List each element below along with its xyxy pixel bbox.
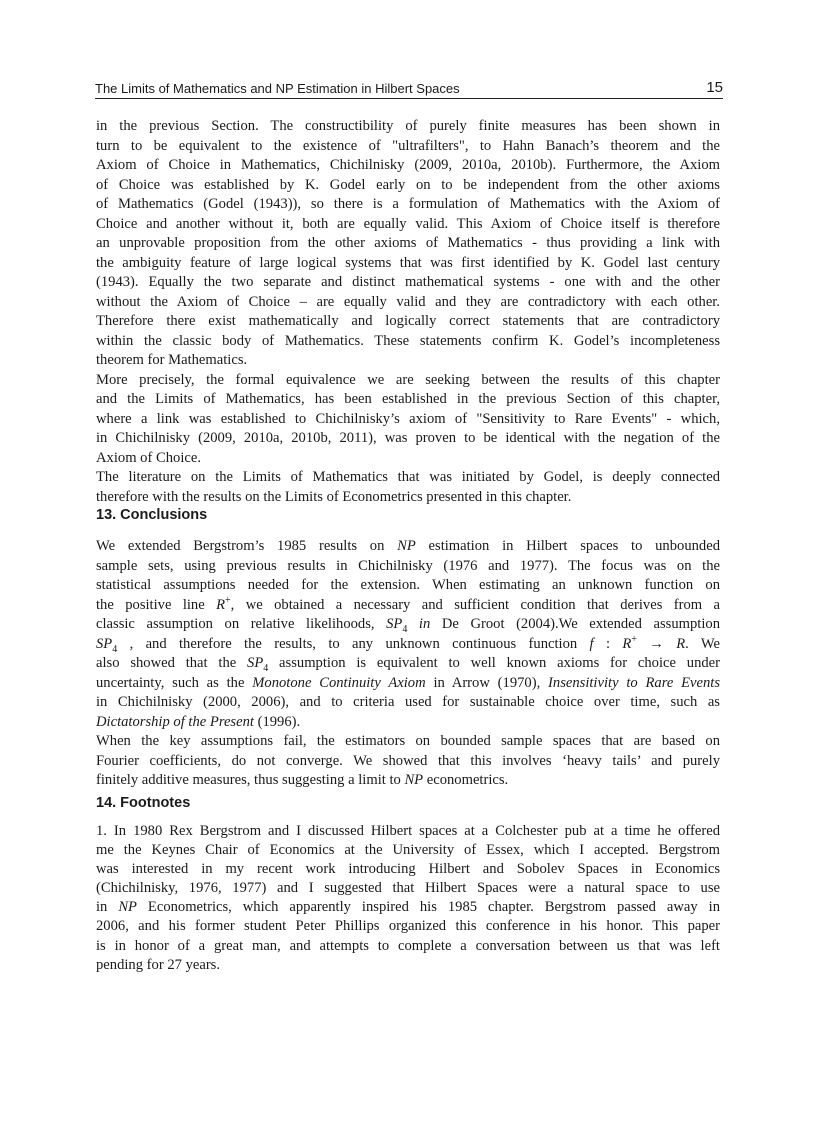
- superscript: +: [631, 633, 637, 645]
- text-run: (Chichilnisky, 1976, 1977) and I suggested that Hilbert Spaces were a natural space to use: [96, 880, 720, 897]
- section-heading-footnotes: 14. Footnotes: [96, 795, 191, 811]
- intro-text: [96, 117, 720, 507]
- text-run: within the classic body of Mathematics. These statements confirm K. Godel’s incompleteness: [96, 332, 720, 349]
- text-line: [96, 117, 720, 137]
- text-run: the positive line: [96, 596, 217, 613]
- italic-run: R: [676, 635, 686, 652]
- paragraph: [96, 822, 720, 975]
- paragraph: [96, 371, 720, 469]
- text-line: [96, 841, 720, 860]
- text-line: [96, 713, 720, 733]
- italic-run: NP: [404, 772, 424, 788]
- text-run: sample sets, using previous results in Chichilnisky (1976 and 1977). The focus was on the: [96, 557, 720, 574]
- text-run: and the Limits of Mathematics, has been established in the previous Section of this chapter,: [96, 391, 720, 407]
- italic-run: f: [589, 635, 594, 652]
- text-run: . We: [685, 635, 720, 652]
- text-run: finitely additive measures, thus suggesting a limit to: [96, 772, 405, 788]
- text-run: econometrics.: [423, 772, 509, 788]
- text-line: [96, 596, 720, 616]
- text-run: in Chichilnisky (2000, 2006), and to criteria used for sustainable choice over time, such as: [96, 694, 720, 710]
- italic-run: in: [407, 616, 431, 632]
- text-line: [96, 234, 720, 254]
- text-line: [96, 674, 720, 694]
- text-line: [96, 137, 720, 157]
- italic-run: Dictatorship of the Present: [96, 713, 254, 730]
- text-line: [96, 468, 720, 488]
- text-line: [96, 410, 720, 430]
- text-run: in Arrow (1970),: [425, 674, 549, 691]
- text-line: [96, 879, 720, 898]
- text-line: [96, 752, 720, 772]
- text-run: , we obtained a necessary and sufficient condition that derives from a: [230, 596, 721, 613]
- text-run: assumption is equivalent to well known axioms for choice under: [268, 655, 720, 671]
- italic-run: SP: [247, 655, 264, 671]
- text-line: [96, 449, 720, 469]
- text-run: uncertainty, such as the: [96, 674, 253, 691]
- text-run: (1996).: [253, 713, 301, 730]
- text-line: [96, 390, 720, 410]
- subscript: 4: [402, 623, 408, 635]
- running-title: The Limits of Mathematics and NP Estimation in Hilbert Spaces: [95, 81, 460, 96]
- text-run: Fourier coefficients, do not converge. We showed that this involves ‘heavy tails’ and purely: [96, 752, 720, 769]
- italic-run: Monotone Continuity Axiom: [252, 674, 426, 691]
- text-line: [96, 273, 720, 293]
- text-line: [96, 215, 720, 235]
- text-run: therefore with the results on the Limits of Econometrics presented in this chapter.: [96, 488, 572, 505]
- text-run: pending for 27 years.: [96, 956, 221, 973]
- text-run: was interested in my recent work introducing Hilbert and Sobolev Spaces in Economics: [96, 861, 720, 878]
- text-run: Therefore there exist mathematically and logically correct statements that are contradictory: [96, 313, 720, 329]
- text-run: →: [636, 635, 677, 652]
- text-run: Axiom of Choice.: [96, 449, 201, 466]
- text-run: classic assumption on relative likelihoods,: [96, 616, 387, 632]
- text-run: theorem for Mathematics.: [96, 352, 248, 368]
- text-run: turn to be equivalent to the existence of "ultrafilters", to Hahn Banach’s theorem and the: [96, 137, 720, 154]
- text-line: [96, 860, 720, 879]
- subscript: 4: [263, 662, 269, 674]
- text-run: De Groot (2004).We extended assumption: [430, 616, 721, 632]
- text-line: [96, 156, 720, 176]
- text-run: in the previous Section. The constructibility of purely finite measures has been shown in: [96, 118, 720, 134]
- text-run: without the Axiom of Choice – are equally valid and they are contradictory with each other.: [96, 293, 720, 310]
- text-run: 1. In 1980 Rex Bergstrom and I discussed Hilbert spaces at a Colchester pub at a time he offered: [96, 823, 720, 839]
- text-line: [96, 732, 720, 752]
- text-run: , and therefore the results, to any unknown continuous function: [117, 635, 590, 652]
- italic-run: NP: [397, 538, 416, 554]
- text-run: The literature on the Limits of Mathematics that was initiated by Godel, is deeply connected: [96, 469, 720, 485]
- conclusions-text: [96, 537, 720, 791]
- italic-run: Insensitivity to Rare Events: [548, 674, 721, 691]
- italic-run: SP: [96, 635, 113, 652]
- text-run: of Mathematics (Godel (1943)), so there is a formulation of Mathematics with the Axiom of: [96, 196, 720, 212]
- text-run: is in honor of a great man, and attempts to complete a conversation between us that was left: [96, 937, 720, 954]
- text-line: [96, 898, 720, 917]
- text-run: in Chichilnisky (2009, 2010a, 2010b, 2011), was proven to be identical with the negation of the: [96, 430, 720, 446]
- text-line: [96, 371, 720, 391]
- text-run: of Choice was established by K. Godel early on to be independent from the other axioms: [96, 176, 720, 193]
- text-run: me the Keynes Chair of Economics at the University of Essex, which I accepted. Bergstrom: [96, 842, 720, 859]
- text-line: [96, 488, 720, 508]
- text-line: [96, 332, 720, 352]
- text-line: [96, 293, 720, 313]
- italic-run: NP: [118, 899, 137, 916]
- text-line: [96, 351, 720, 371]
- text-line: [96, 822, 720, 841]
- subscript: 4: [112, 643, 118, 655]
- footnotes-text: [96, 822, 720, 975]
- text-run: in: [96, 899, 119, 916]
- text-line: [96, 557, 720, 577]
- text-run: :: [593, 635, 623, 652]
- text-run: More precisely, the formal equivalence we are seeking between the results of this chapter: [96, 371, 720, 388]
- text-line: [96, 176, 720, 196]
- text-run: (1943). Equally the two separate and distinct mathematical systems - one with and the other: [96, 274, 720, 290]
- text-line: [96, 576, 720, 596]
- text-line: [96, 654, 720, 674]
- text-line: [96, 771, 720, 791]
- paragraph: [96, 732, 720, 791]
- text-run: When the key assumptions fail, the estimators on bounded sample spaces that are based on: [96, 733, 720, 749]
- text-run: We extended Bergstrom’s 1985 results on: [96, 538, 398, 554]
- text-line: [96, 195, 720, 215]
- superscript: +: [225, 594, 231, 606]
- text-line: [96, 635, 720, 655]
- text-run: also showed that the: [96, 655, 248, 671]
- text-run: estimation in Hilbert spaces to unbounded: [415, 538, 720, 554]
- text-line: [96, 956, 720, 975]
- paragraph: [96, 537, 720, 732]
- text-line: [96, 615, 720, 635]
- text-run: Econometrics, which apparently inspired his 1985 chapter. Bergstrom passed away in: [136, 899, 721, 916]
- section-heading-conclusions: 13. Conclusions: [96, 507, 208, 523]
- text-run: 2006, and his former student Peter Phillips organized this conference in his honor. This paper: [96, 918, 720, 935]
- text-line: [96, 693, 720, 713]
- text-line: [96, 537, 720, 557]
- text-run: Choice and another without it, both are equally valid. This Axiom of Choice itself is therefore: [96, 215, 720, 232]
- text-run: the ambiguity feature of large logical systems that was first identified by K. Godel last century: [96, 254, 720, 271]
- text-line: [96, 917, 720, 936]
- italic-run: R: [216, 596, 226, 613]
- text-run: statistical assumptions needed for the extension. When estimating an unknown function on: [96, 577, 720, 593]
- running-header: [95, 78, 723, 99]
- text-run: Axiom of Choice in Mathematics, Chichilnisky (2009, 2010a, 2010b). Furthermore, the Axiom: [96, 157, 720, 173]
- text-line: [96, 429, 720, 449]
- text-run: an unprovable proposition from the other axioms of Mathematics - thus providing a link with: [96, 235, 720, 251]
- text-line: [96, 937, 720, 956]
- italic-run: R: [622, 635, 632, 652]
- text-run: where a link was established to Chichilnisky’s axiom of "Sensitivity to Rare Events" - which,: [96, 410, 720, 427]
- text-line: [96, 254, 720, 274]
- italic-run: SP: [386, 616, 403, 632]
- text-line: [96, 312, 720, 332]
- paragraph: [96, 468, 720, 507]
- page-number: 15: [706, 79, 723, 96]
- paragraph: [96, 117, 720, 371]
